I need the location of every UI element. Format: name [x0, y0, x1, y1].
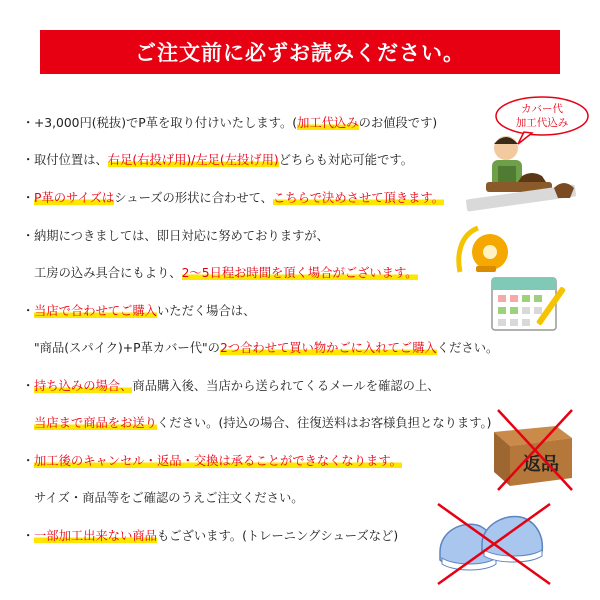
- notice-line-cancel-2: [34, 489, 304, 507]
- highlight-text: 2つ合わせて買い物かごに入れてご購入: [219, 341, 437, 355]
- highlight-text: 加工代込み: [297, 116, 359, 130]
- highlight-text: 加工後のキャンセル・返品・交換は承ることができなくなります。: [34, 454, 402, 468]
- text: 工房の込み具合にもより、: [34, 266, 182, 280]
- notice-line-purchase: [22, 302, 255, 320]
- notice-line-delivery-2: [34, 264, 418, 282]
- notice-line-position: [22, 151, 413, 169]
- training-shoes-illustration: [430, 496, 560, 588]
- craftsman-illustration: [466, 96, 594, 218]
- text: もございます。(トレーニングシューズなど): [156, 529, 399, 543]
- bullet: ・: [22, 529, 35, 543]
- text: ください。: [436, 341, 499, 355]
- bullet: ・: [22, 229, 35, 243]
- bullet: ・: [22, 454, 35, 468]
- highlight-text: P革のサイズは: [34, 191, 115, 205]
- notice-line-bring-in-2: [34, 414, 491, 432]
- bubble-text-1: カバー代: [521, 103, 563, 115]
- highlight-text: 持ち込みの場合、: [34, 379, 133, 393]
- notice-line-size: [22, 189, 444, 207]
- highlight-text: 当店で合わせてご購入: [34, 304, 157, 318]
- highlight-text: 2～5日程お時間を頂く場合がございます。: [181, 266, 418, 280]
- highlight-text: 右足(右投げ用)/左足(左投げ用): [107, 153, 279, 167]
- text: 取付位置は、: [34, 153, 108, 167]
- calendar-illustration: [488, 270, 578, 336]
- text: シューズの形状に合わせて、: [114, 191, 273, 205]
- bullet: ・: [22, 191, 35, 205]
- highlight-text: 一部加工出来ない商品: [34, 529, 157, 543]
- text: ください。(持込の場合、往復送料はお客様負担となります。): [156, 416, 492, 430]
- text: 納期につきましては、即日対応に努めておりますが、: [34, 229, 329, 243]
- text: "商品(スパイク)+P革カバー代"の: [34, 341, 220, 355]
- notice-line-unsupported: [22, 527, 398, 545]
- bullet: ・: [22, 153, 35, 167]
- text: のお値段です): [358, 116, 438, 130]
- highlight-text: こちらで決めさせて頂きます。: [272, 191, 445, 205]
- text: 商品購入後、当店から送られてくるメールを確認の上、: [132, 379, 440, 393]
- notice-line-purchase-2: [34, 339, 498, 357]
- text: どちらも対応可能です。: [278, 153, 413, 167]
- highlight-text: 当店まで商品をお送り: [34, 416, 157, 430]
- text: +3,000円(税抜)でP革を取り付けいたします。(: [34, 116, 298, 130]
- text: いただく場合は、: [156, 304, 256, 318]
- notice-line-price: [22, 114, 437, 132]
- bullet: ・: [22, 379, 35, 393]
- banner-title: ご注文前に必ずお読みください。: [135, 41, 465, 65]
- bubble-text-2: 加工代込み: [515, 117, 569, 129]
- notice-line-delivery: [22, 227, 329, 245]
- notice-line-cancel: [22, 452, 402, 470]
- return-box-illustration: [486, 408, 580, 492]
- box-label: 返品: [523, 454, 559, 475]
- notice-banner: [40, 30, 560, 74]
- bullet: ・: [22, 304, 35, 318]
- text: サイズ・商品等をご確認のうえご注文ください。: [34, 491, 304, 505]
- bullet: ・: [22, 116, 35, 130]
- notice-line-bring-in: [22, 377, 440, 395]
